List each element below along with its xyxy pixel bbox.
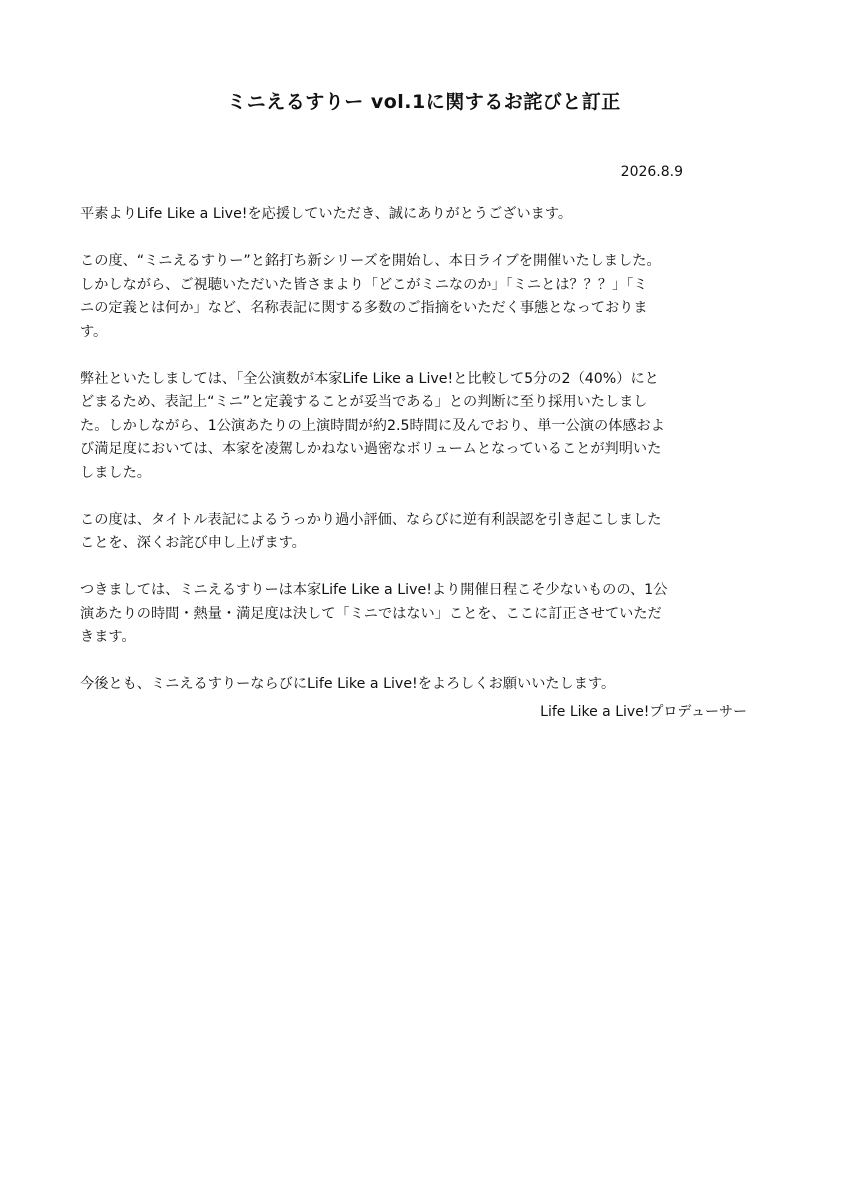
text-line: この度、“ミニえるすりー”と銘打ち新シリーズを開始し、本日ライブを開催いたしました。 (80, 253, 661, 269)
text-line: た。しかしながら、1公演あたりの上演時間が約2.5時間に及んでおり、単一公演の体感およ (80, 417, 665, 434)
paragraph-greeting (80, 203, 770, 227)
document-signature: Life Like a Live!プロデューサー (540, 704, 747, 720)
document-title: ミニえるすりー vol.1に関するお詫びと訂正 (227, 91, 621, 113)
text-line: 演あたりの時間・熱量・満足度は決して「ミニではない」ことを、ここに訂正させていただ (80, 605, 662, 622)
paragraph-explanation (80, 368, 770, 486)
text-line: ニの定義とは何か」など、名称表記に関する多数のご指摘をいただく事態となっておりま (80, 300, 648, 316)
paragraph-apology (80, 509, 770, 556)
text-line: つきましては、ミニえるすりーは本家Life Like a Live!より開催日程こそ少ないものの、1公 (80, 582, 668, 598)
text-line: 弊社といたしましては、「全公演数が本家Life Like a Live!と比較して5分の2（40%）にと (80, 370, 659, 387)
paragraph-correction (80, 579, 770, 650)
document-date: 2026.8.9 (620, 164, 683, 180)
document-body (80, 203, 770, 720)
paragraph-closing (80, 673, 770, 697)
text-line: 今後とも、ミニえるすりーならびにLife Like a Live!をよろしくお願いいたします。 (80, 676, 616, 692)
text-line: どまるため、表記上“ミニ”と定義することが妥当である」との判断に至り採用いたしまし (80, 394, 648, 410)
text-line: しかしながら、ご視聴いただいた皆さまより「どこがミニなのか」「ミニとは？？？」「ミ (80, 276, 648, 293)
text-line: 平素よりLife Like a Live!を応援していただき、誠にありがとうございます。 (80, 206, 573, 222)
text-line: きます。 (80, 629, 136, 645)
text-line: び満足度においては、本家を凌駕しかねない過密なボリュームとなっていることが判明いた (80, 441, 662, 457)
text-line: す。 (80, 323, 108, 340)
paragraph-situation (80, 250, 770, 344)
text-line: この度は、タイトル表記によるうっかり過小評価、ならびに逆有利誤認を引き起こしました (80, 511, 662, 528)
text-line: ことを、深くお詫び申し上げます。 (80, 535, 306, 551)
text-line: しました。 (80, 464, 151, 481)
